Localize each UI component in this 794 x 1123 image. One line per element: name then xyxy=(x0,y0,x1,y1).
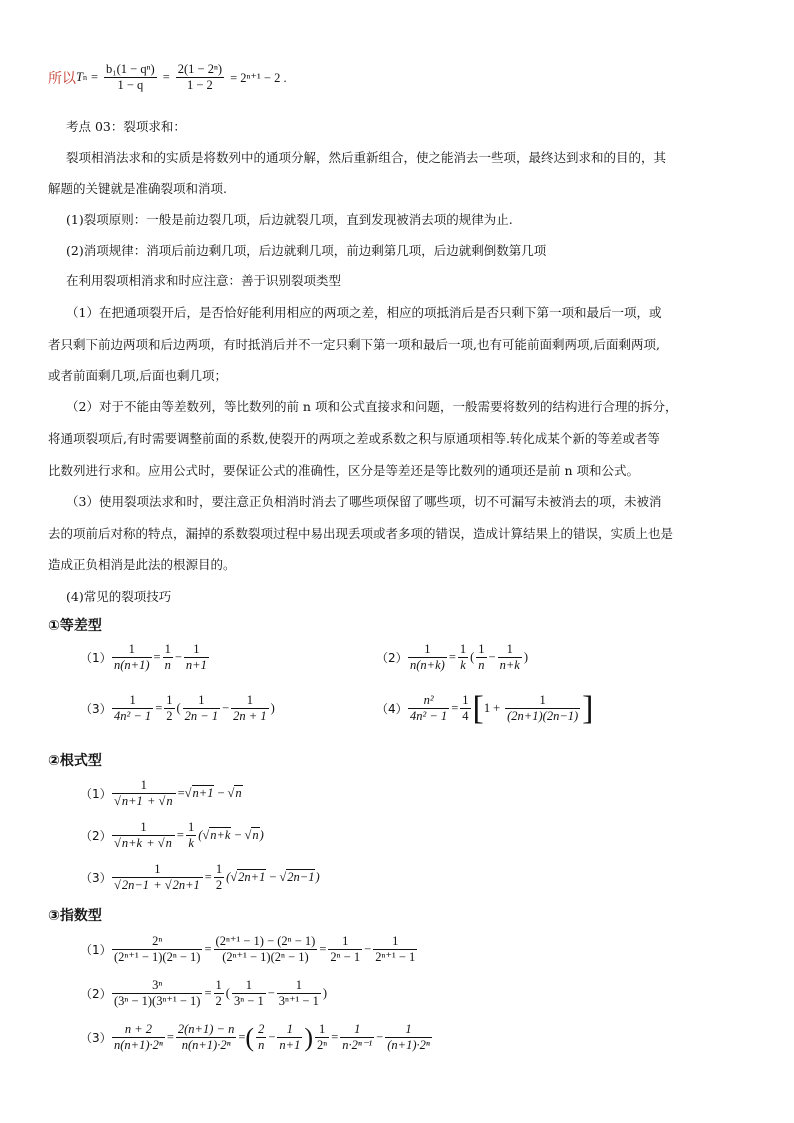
fraction xyxy=(277,978,321,1009)
numerator: n² xyxy=(423,693,434,707)
denominator: (2n+1)(2n−1) xyxy=(507,709,579,723)
numerator: 2(n+1) − n xyxy=(177,1022,235,1036)
minus-sign: − xyxy=(234,828,242,842)
formula-label: （2） xyxy=(80,829,112,843)
minus-sign: − xyxy=(222,701,230,715)
constant: 1 xyxy=(483,701,491,715)
equals-sign: = xyxy=(204,986,212,1000)
denominator: (3ⁿ − 1)(3ⁿ⁺¹ − 1) xyxy=(114,994,201,1008)
minus-sign: − xyxy=(174,650,182,664)
numerator: 1 xyxy=(246,693,254,707)
numerator: 1 xyxy=(245,978,252,992)
equals-sign: = xyxy=(451,701,459,715)
numerator: b₁(1 − qⁿ) xyxy=(106,62,155,76)
formula-label: （3） xyxy=(80,1031,112,1045)
minus-sign: − xyxy=(488,650,496,664)
formula-2-3: （3） $\frac{1}{√2n-1 + √2n+1}$ = $\frac{1}{2}$ (√2n+1 − √2n−1) xyxy=(80,862,320,892)
denominator: (2ⁿ⁺¹ − 1)(2ⁿ − 1) xyxy=(114,950,201,964)
denominator: 1 − 2 xyxy=(176,77,224,93)
denominator: 2n − 1 xyxy=(184,709,219,723)
fraction xyxy=(176,62,224,93)
kaodian-heading: 考点 03：裂项求和： xyxy=(66,119,186,134)
numerator: 1 xyxy=(354,1022,361,1036)
radicand: n xyxy=(252,828,259,842)
numerator: 1 xyxy=(295,978,302,992)
equals-sign: = xyxy=(319,942,327,956)
equals-sign: = xyxy=(90,70,99,84)
fraction xyxy=(112,978,202,1009)
equals-sign: = xyxy=(204,942,212,956)
radicand: 2n+1 xyxy=(238,870,266,884)
radicand: 2n−1 xyxy=(121,878,150,892)
denominator: n·2ⁿ⁻¹ xyxy=(342,1038,373,1052)
minus-sign: − xyxy=(269,870,277,884)
fraction xyxy=(163,642,173,673)
paragraph-line: 比数列进行求和。应用公式时，要保证公式的准确性，区分是等差还是等比数列的通项还是前 n 项和公式。 xyxy=(48,463,639,478)
radicand: n+1 xyxy=(192,786,214,800)
fraction xyxy=(112,934,202,965)
fraction xyxy=(476,642,486,673)
numerator: (2ⁿ⁺¹ − 1) − (2ⁿ − 1) xyxy=(215,934,316,948)
fraction xyxy=(340,1022,374,1053)
denominator: (2ⁿ⁺¹ − 1)(2ⁿ − 1) xyxy=(214,949,318,965)
formula-1-1 xyxy=(80,642,211,673)
denominator: √n+1 + √n xyxy=(112,793,176,809)
numerator: 1 xyxy=(215,862,223,876)
minus-sign: − xyxy=(217,786,225,800)
formula-3-3: （3） $\frac{n + 2}{\text{n(n+1)·2ⁿ}}$ = $\frac{2(n+1) - n}{\text{n(n+1)·2ⁿ}}$ = ( $\frac{2}{n}$ − $\frac{1}{n+1}$ ) $\frac{1}{\text{2ⁿ}}$ = $\frac{1}{\text{n·2ⁿ⁻¹}}$ − $\frac{1}{\text{(n+1)·2ⁿ}}$ xyxy=(80,1022,430,1052)
denominator: n+1 xyxy=(185,658,207,672)
denominator: n xyxy=(478,658,485,672)
sum-formula xyxy=(48,62,287,93)
radicand: 2n+1 xyxy=(172,878,200,892)
fraction xyxy=(232,978,266,1009)
denominator: 3ⁿ⁺¹ − 1 xyxy=(278,994,319,1008)
denominator: (n+1)·2ⁿ xyxy=(387,1038,430,1052)
numerator: 2(1 − 2ⁿ) xyxy=(177,62,223,76)
fraction xyxy=(460,693,470,724)
fraction xyxy=(112,642,152,673)
denominator: 2ⁿ xyxy=(317,1038,328,1052)
equals-sign: = xyxy=(155,701,163,715)
fraction xyxy=(184,642,209,673)
paragraph-line: (2)消项规律：消项后前边剩几项，后边就剩几项，前边剩第几项，后边就剩倒数第几项 xyxy=(66,243,547,258)
numerator: n + 2 xyxy=(124,1022,152,1036)
denominator: n(n+k) xyxy=(410,658,445,672)
tn-subscript: n xyxy=(82,73,87,82)
formula-3-1 xyxy=(80,934,419,965)
denominator: 2 xyxy=(166,709,173,723)
denominator: 2ⁿ⁺¹ − 1 xyxy=(375,950,416,964)
paragraph-line: 将通项裂项后,有时需要调整前面的系数,使裂开的两项之差或系数之积与原通项相等.转化成某个新的等差或者等 xyxy=(48,431,660,446)
fraction xyxy=(112,693,153,724)
formula-label: （4） xyxy=(376,702,408,716)
paragraph-line: 或者前面剩几项,后面也剩几项； xyxy=(48,368,227,383)
paragraph-line: 去的项前后对称的特点，漏掉的系数裂项过程中易出现丢项或者多项的错误，造成计算结果上的错误，实质上也是 xyxy=(48,526,674,541)
numerator: 1 xyxy=(424,642,431,656)
section-heading-exponential: ③指数型 xyxy=(48,908,102,924)
equals-sign: = xyxy=(153,650,161,664)
denominator: 1 − q xyxy=(104,77,157,93)
formula-label: （1） xyxy=(80,943,112,957)
formula-label: （2） xyxy=(80,987,112,1001)
section-heading-arithmetic: ①等差型 xyxy=(48,618,102,634)
denominator: 2ⁿ − 1 xyxy=(330,950,361,964)
denominator: √2n−1 + √2n+1 xyxy=(112,877,203,893)
numerator: 1 xyxy=(392,934,399,948)
denominator: √n+k + √n xyxy=(112,835,175,851)
denominator: n xyxy=(164,658,171,672)
formula-label: （1） xyxy=(80,787,112,801)
denominator: 4 xyxy=(462,709,469,723)
numerator: 1 xyxy=(193,642,200,656)
denominator: n(n+1)·2ⁿ xyxy=(176,1037,236,1053)
radicand: n+k xyxy=(121,836,143,850)
formula-2-2: （2） $\frac{1}{√n+k + √n}$ = $\frac{1}{k}$ (√n+k − √n) xyxy=(80,820,264,850)
denominator: 2 xyxy=(215,994,222,1008)
result: = 2ⁿ⁺¹ − 2 . xyxy=(230,70,287,85)
fraction xyxy=(256,1022,266,1053)
equals-sign: = xyxy=(177,786,185,800)
numerator: 1 xyxy=(342,934,349,948)
fraction xyxy=(408,693,449,724)
fraction xyxy=(112,820,175,851)
equals-sign: = xyxy=(162,70,170,84)
section-heading-radical: ②根式型 xyxy=(48,753,102,769)
formula-label: （3） xyxy=(80,702,112,716)
numerator: 1 xyxy=(154,862,161,876)
radicand: 2n−1 xyxy=(287,870,315,884)
equals-sign: = xyxy=(331,1030,339,1044)
minus-sign: − xyxy=(268,1030,276,1044)
formula-label: （3） xyxy=(80,871,112,885)
radicand: n xyxy=(235,786,242,800)
paragraph-line: 造成正负相消是此法的根源目的。 xyxy=(48,557,236,572)
numerator: 1 xyxy=(128,642,135,656)
denominator: n xyxy=(258,1038,265,1052)
conclusion-prefix: 所以 xyxy=(48,70,76,87)
fraction xyxy=(112,862,203,893)
numerator: 1 xyxy=(187,820,195,834)
numerator: 1 xyxy=(215,978,222,992)
formula-1-3: （3） $\frac{1}{\text{4n² − 1}}$ = $\frac{1}{2}$ ( $\frac{1}{2n - 1}$ − $\frac{1}{2n + 1}$ ) xyxy=(80,693,275,723)
minus-sign: − xyxy=(376,1030,384,1044)
fraction xyxy=(104,62,157,93)
fraction xyxy=(164,693,174,724)
radicand: n+k xyxy=(210,828,231,842)
denominator: 4n² − 1 xyxy=(410,709,448,723)
fraction xyxy=(408,642,447,673)
fraction xyxy=(315,1022,329,1053)
denominator: k xyxy=(186,835,196,851)
paragraph-line: 在利用裂项相消求和时应注意：善于识别裂项类型 xyxy=(66,273,342,288)
fraction xyxy=(385,1022,432,1053)
numerator: 1 xyxy=(166,693,173,707)
fraction xyxy=(176,1022,236,1053)
fraction xyxy=(112,778,176,809)
radicand: n xyxy=(165,836,172,850)
denominator: 4n² − 1 xyxy=(114,709,152,723)
equals-sign: = xyxy=(176,828,184,842)
numerator: 1 xyxy=(140,778,147,792)
numerator: 1 xyxy=(318,1022,326,1036)
paragraph-line: 者只剩下前边两项和后边两项，有时抵消后并不一定只剩下第一项和最后一项,也有可能前面剩两项,后面剩两项, xyxy=(48,337,660,352)
numerator: 2ⁿ xyxy=(152,934,163,948)
denominator: n(n+1)·2ⁿ xyxy=(114,1038,163,1052)
numerator: 1 xyxy=(129,693,136,707)
fraction xyxy=(214,862,224,893)
equals-sign: = xyxy=(448,650,456,664)
fraction xyxy=(214,934,318,965)
numerator: 1 xyxy=(140,820,147,834)
numerator: 1 xyxy=(478,642,485,656)
numerator: 1 xyxy=(405,1022,412,1036)
numerator: 1 xyxy=(459,642,467,656)
numerator: 3ⁿ xyxy=(152,978,163,992)
paragraph-line: (1)裂项原则：一般是前边裂几项，后边就裂几项，直到发现被消去项的规律为止. xyxy=(66,212,513,227)
paragraph-line: 裂项相消法求和的实质是将数列中的通项分解，然后重新组合，使之能消去一些项，最终达到求和的目的，其 xyxy=(66,150,667,165)
equals-sign: = xyxy=(238,1030,246,1044)
numerator: 1 xyxy=(462,693,469,707)
minus-sign: − xyxy=(267,986,275,1000)
plus-sign: + xyxy=(493,701,501,715)
numerator: 1 xyxy=(506,642,513,656)
denominator: n+1 xyxy=(279,1038,301,1052)
paragraph-line: 解题的关键就是准确裂项和消项. xyxy=(48,181,227,196)
denominator: n(n+1) xyxy=(114,658,150,672)
numerator: 1 xyxy=(286,1022,293,1036)
denominator: k xyxy=(458,657,468,673)
fraction xyxy=(231,693,268,724)
paragraph-line: （1）在把通项裂开后，是否恰好能利用相应的两项之差，相应的项抵消后是否只剩下第一项和最后一项，或 xyxy=(66,305,662,320)
paragraph-line: （3）使用裂项法求和时，要注意正负相消时消去了哪些项保留了哪些项，切不可漏写未被消去的项，未被消 xyxy=(66,494,662,509)
numerator: 1 xyxy=(539,693,546,707)
fraction xyxy=(277,1022,302,1053)
denominator: 2n + 1 xyxy=(233,709,267,723)
denominator: n+k xyxy=(499,658,520,672)
numerator: 1 xyxy=(164,642,171,656)
equals-sign: = xyxy=(204,870,212,884)
equals-sign: = xyxy=(166,1030,174,1044)
formula-1-2: （2） $\frac{1}{n(n+k)}$ = $\frac{1}{k}$ ( $\frac{1}{n}$ − $\frac{1}{n+k}$ ) xyxy=(376,642,529,672)
paragraph-line: (4)常见的裂项技巧 xyxy=(66,589,172,604)
formula-label: （2） xyxy=(376,651,408,665)
formula-label: （1） xyxy=(80,651,112,665)
denominator: 3ⁿ − 1 xyxy=(233,994,264,1008)
radicand: n+1 xyxy=(121,794,143,808)
fraction xyxy=(498,642,522,673)
fraction xyxy=(186,820,196,851)
fraction xyxy=(112,1022,165,1053)
tn-symbol: T xyxy=(76,70,83,84)
denominator: 2 xyxy=(215,878,223,892)
numerator: 1 xyxy=(198,693,205,707)
numerator: 2 xyxy=(258,1022,265,1036)
radicand: n xyxy=(166,794,173,808)
fraction xyxy=(183,693,220,724)
fraction xyxy=(458,642,468,673)
paragraph-line: （2）对于不能由等差数列，等比数列的前 n 项和公式直接求和问题，一般需要将数列的结构进行合理的拆分， xyxy=(66,399,678,414)
formula-1-4: （4） $\frac{\text{n²}}{\text{4n² − 1}}$ = $\frac{1}{4}$ [ 1 + $\frac{1}{(2n+1)(2n-1)}$ ] xyxy=(376,689,594,727)
fraction xyxy=(505,693,580,724)
fraction xyxy=(214,978,224,1009)
minus-sign: − xyxy=(364,942,372,956)
formula-3-2: （2） $\frac{\text{3ⁿ}}{\text{(3ⁿ − 1)(3ⁿ⁺¹ − 1)}}$ = $\frac{1}{2}$ ( $\frac{1}{\text{3ⁿ − 1}}$ − $\frac{1}{\text{3ⁿ⁺¹ − 1}}$ ) xyxy=(80,978,328,1008)
fraction xyxy=(328,934,362,965)
formula-2-1: （1） $\frac{1}{√n+1 + √n}$ = √n+1 − √n xyxy=(80,778,242,808)
fraction xyxy=(373,934,417,965)
